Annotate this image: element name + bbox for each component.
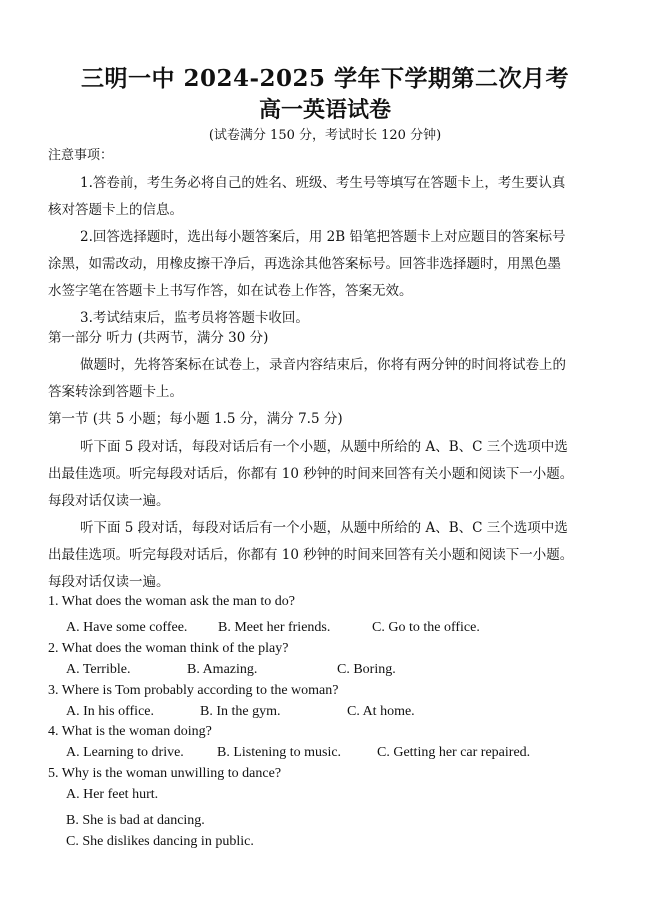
notice-line: 2.回答选择题时，选出每小题答案后，用 2B 铅笔把答题卡上对应题目的答案标号: [80, 229, 566, 245]
notice-line: 核对答题卡上的信息。: [48, 202, 183, 218]
question-option: A. Have some coffee.: [66, 620, 188, 635]
question-option: B. She is bad at dancing.: [66, 813, 205, 828]
question-option: B. Meet her friends.: [218, 620, 331, 635]
notice-heading: 注意事项：: [48, 148, 114, 163]
exam-info: (试卷满分 150 分，考试时长 120 分钟): [208, 128, 442, 143]
instruction-line: 出最佳选项。听完每段对话后，你都有 10 秒钟的时间来回答有关小题和阅读下一小题。: [48, 466, 574, 482]
instruction-line: 听下面 5 段对话，每段对话后有一个小题，从题中所给的 A、B、C 三个选项中选: [80, 439, 568, 455]
section1-heading: 第一节 (共 5 小题；每小题 1.5 分，满分 7.5 分): [48, 411, 343, 427]
question-option: B. In the gym.: [200, 704, 281, 719]
question-option: C. At home.: [347, 704, 415, 719]
question-stem: 5. Why is the woman unwilling to dance?: [48, 766, 282, 781]
question-stem: 1. What does the woman ask the man to do?: [48, 594, 296, 609]
part1-heading: 第一部分 听力 (共两节，满分 30 分): [48, 330, 269, 346]
question-option: C. Boring.: [337, 662, 396, 677]
instruction-line: 每段对话仅读一遍。: [48, 574, 170, 590]
question-stem: 4. What is the woman doing?: [48, 724, 212, 739]
question-option: B. Amazing.: [187, 662, 258, 677]
instruction-line: 每段对话仅读一遍。: [48, 493, 170, 509]
notice-line: 水签字笔在答题卡上书写作答，如在试卷上作答，答案无效。: [48, 283, 413, 299]
question-option: C. Getting her car repaired.: [377, 745, 531, 760]
exam-title: 三明一中 2024-2025 学年下学期第二次月考: [80, 65, 570, 92]
question-stem: 3. Where is Tom probably according to the woman?: [48, 683, 339, 698]
part1-intro-line: 做题时，先将答案标在试卷上，录音内容结束后，你将有两分钟的时间将试卷上的: [80, 357, 566, 373]
notice-line: 3.考试结束后，监考员将答题卡收回。: [80, 310, 309, 326]
question-option: B. Listening to music.: [217, 745, 342, 760]
instruction-line: 听下面 5 段对话，每段对话后有一个小题，从题中所给的 A、B、C 三个选项中选: [80, 520, 568, 536]
question-option: A. Terrible.: [66, 662, 131, 677]
notice-line: 涂黑，如需改动，用橡皮擦干净后，再选涂其他答案标号。回答非选择题时，用黑色墨: [48, 256, 561, 272]
part1-intro-line: 答案转涂到答题卡上。: [48, 384, 183, 400]
question-stem: 2. What does the woman think of the play?: [48, 641, 289, 656]
question-option: A. Learning to drive.: [66, 745, 184, 760]
notice-line: 1.答卷前，考生务必将自己的姓名、班级、考生号等填写在答题卡上，考生要认真: [80, 175, 566, 191]
question-option: C. She dislikes dancing in public.: [66, 834, 254, 849]
exam-subtitle: 高一英语试卷: [258, 97, 391, 123]
instruction-line: 出最佳选项。听完每段对话后，你都有 10 秒钟的时间来回答有关小题和阅读下一小题。: [48, 547, 574, 563]
question-option: A. Her feet hurt.: [66, 787, 159, 802]
question-option: A. In his office.: [66, 704, 154, 719]
question-option: C. Go to the office.: [372, 620, 480, 635]
